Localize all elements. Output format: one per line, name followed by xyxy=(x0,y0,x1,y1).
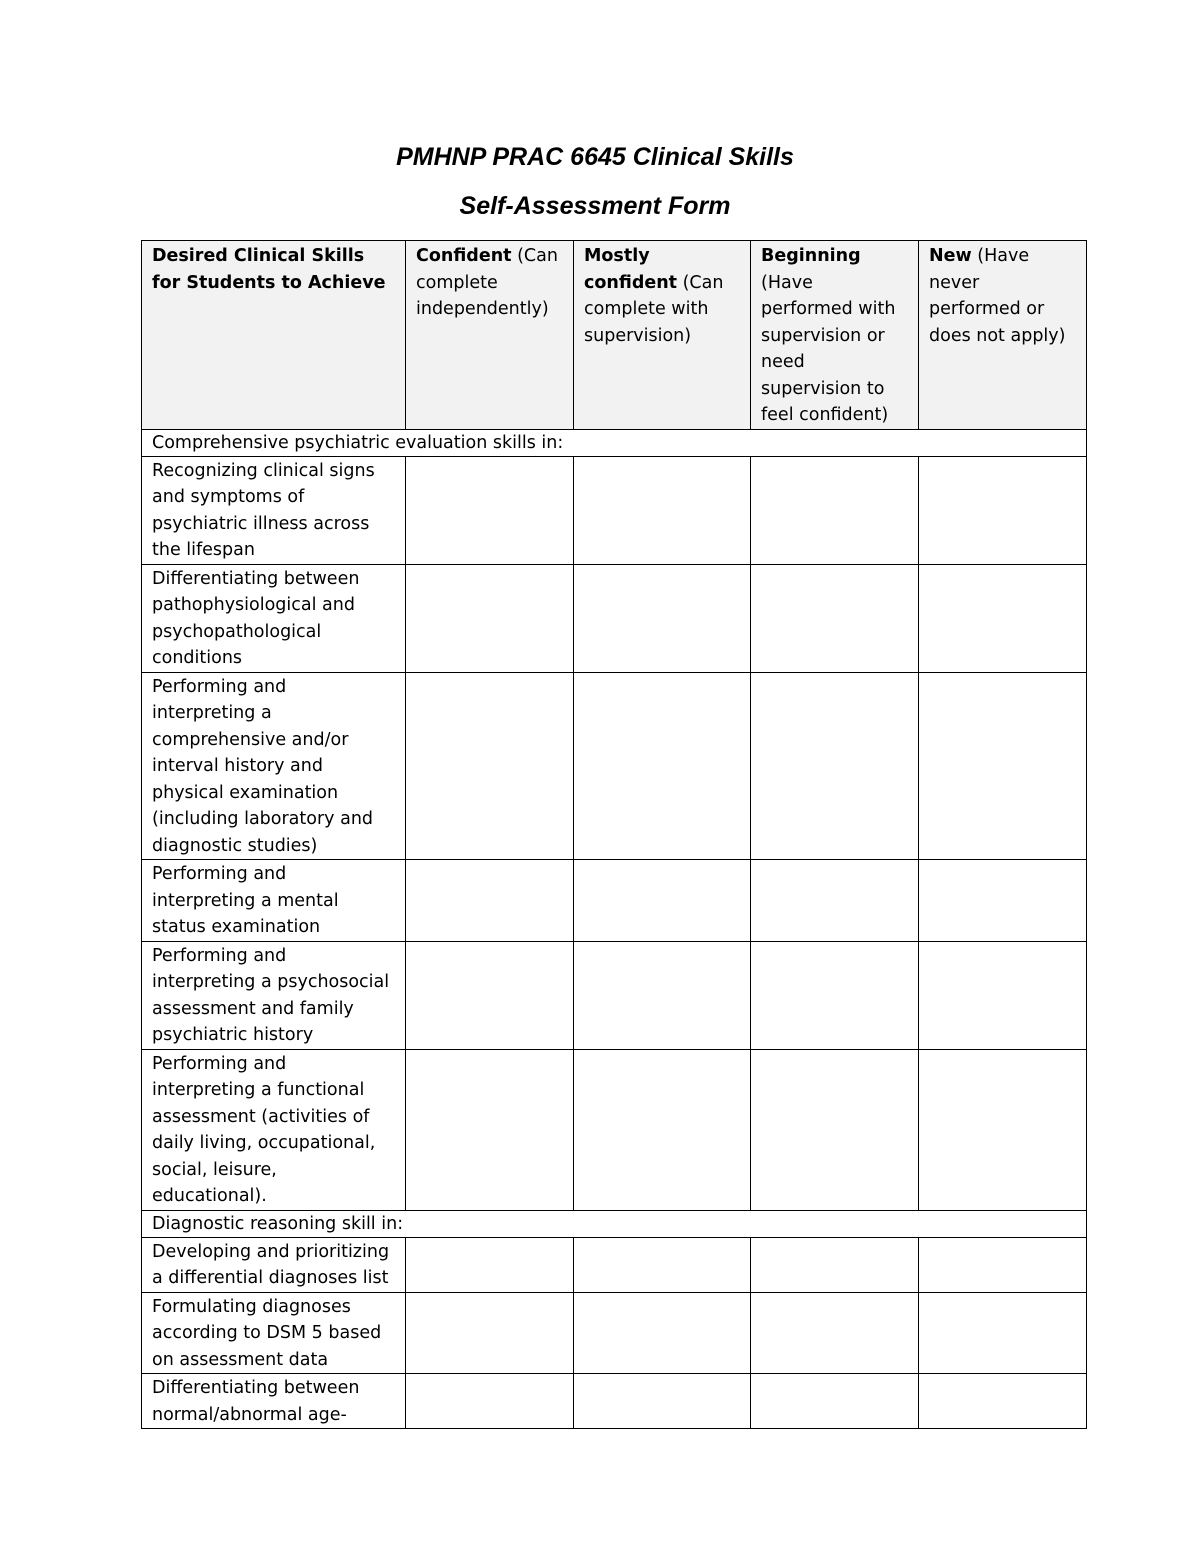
header-new xyxy=(919,241,1087,430)
rating-beginning-cell[interactable] xyxy=(751,672,919,860)
skill-cell: Differentiating between pathophysiological and psychopathological conditions xyxy=(142,564,406,672)
table-row xyxy=(142,1374,1087,1429)
table-row xyxy=(142,1049,1087,1210)
header-new-label: New xyxy=(929,246,972,266)
skills-table xyxy=(141,240,1087,1429)
rating-confident-cell[interactable] xyxy=(406,860,574,942)
table-row xyxy=(142,672,1087,860)
table-row xyxy=(142,860,1087,942)
rating-beginning-cell[interactable] xyxy=(751,1374,919,1429)
rating-confident-cell[interactable] xyxy=(406,564,574,672)
rating-beginning-cell[interactable] xyxy=(751,860,919,942)
rating-beginning-cell[interactable] xyxy=(751,564,919,672)
rating-new-cell[interactable] xyxy=(919,860,1087,942)
header-confident-label: Confident xyxy=(416,246,512,266)
section-title: Comprehensive psychiatric evaluation skills in: xyxy=(142,429,1087,456)
rating-confident-cell[interactable] xyxy=(406,941,574,1049)
rating-mostly-cell[interactable] xyxy=(574,564,751,672)
rating-confident-cell[interactable] xyxy=(406,1292,574,1374)
skill-cell: Performing and interpreting a psychosocial assessment and family psychiatric history xyxy=(142,941,406,1049)
header-row xyxy=(142,241,1087,430)
header-mostly-desc: (Can complete with supervision) xyxy=(584,272,724,346)
skill-cell: Differentiating between normal/abnormal age- xyxy=(142,1374,406,1429)
skill-cell: Performing and interpreting a mental status examination xyxy=(142,860,406,942)
header-skills-label: Desired Clinical Skills for Students to Achieve xyxy=(152,246,386,293)
form-subtitle: Self-Assessment Form xyxy=(459,192,731,220)
table-row xyxy=(142,564,1087,672)
section-row-evaluation xyxy=(142,429,1087,456)
rating-new-cell[interactable] xyxy=(919,1374,1087,1429)
rating-new-cell[interactable] xyxy=(919,1292,1087,1374)
rating-confident-cell[interactable] xyxy=(406,672,574,860)
header-beginning-label: Beginning xyxy=(761,246,861,266)
header-confident-desc: (Can complete independently) xyxy=(416,246,558,319)
rating-mostly-cell[interactable] xyxy=(574,1049,751,1210)
table-row xyxy=(142,941,1087,1049)
table-row xyxy=(142,1237,1087,1292)
rating-confident-cell[interactable] xyxy=(406,1374,574,1429)
skill-cell: Recognizing clinical signs and symptoms of psychiatric illness across the lifespan xyxy=(142,456,406,564)
header-mostly-confident xyxy=(574,241,751,430)
rating-beginning-cell[interactable] xyxy=(751,1049,919,1210)
skill-cell: Performing and interpreting a comprehensive and/or interval history and physical examination (including laboratory and diagnostic studies) xyxy=(142,672,406,860)
rating-new-cell[interactable] xyxy=(919,941,1087,1049)
form-title: PMHNP PRAC 6645 Clinical Skills xyxy=(396,143,794,171)
rating-mostly-cell[interactable] xyxy=(574,1374,751,1429)
skill-cell: Developing and prioritizing a differential diagnoses list xyxy=(142,1237,406,1292)
header-new-desc: (Have never performed or does not apply) xyxy=(929,246,1066,346)
header-beginning xyxy=(751,241,919,430)
skill-cell: Performing and interpreting a functional assessment (activities of daily living, occupational, social, leisure, educational). xyxy=(142,1049,406,1210)
rating-new-cell[interactable] xyxy=(919,672,1087,860)
header-mostly-label: Mostly confident xyxy=(584,246,678,293)
section-row-diagnostic xyxy=(142,1210,1087,1237)
rating-new-cell[interactable] xyxy=(919,564,1087,672)
skill-cell: Formulating diagnoses according to DSM 5 based on assessment data xyxy=(142,1292,406,1374)
rating-beginning-cell[interactable] xyxy=(751,456,919,564)
rating-mostly-cell[interactable] xyxy=(574,1237,751,1292)
table-row xyxy=(142,456,1087,564)
rating-confident-cell[interactable] xyxy=(406,1237,574,1292)
rating-mostly-cell[interactable] xyxy=(574,860,751,942)
rating-mostly-cell[interactable] xyxy=(574,456,751,564)
rating-mostly-cell[interactable] xyxy=(574,1292,751,1374)
rating-new-cell[interactable] xyxy=(919,456,1087,564)
rating-mostly-cell[interactable] xyxy=(574,941,751,1049)
rating-confident-cell[interactable] xyxy=(406,1049,574,1210)
rating-beginning-cell[interactable] xyxy=(751,941,919,1049)
rating-beginning-cell[interactable] xyxy=(751,1237,919,1292)
rating-confident-cell[interactable] xyxy=(406,456,574,564)
table-row xyxy=(142,1292,1087,1374)
rating-new-cell[interactable] xyxy=(919,1049,1087,1210)
rating-new-cell[interactable] xyxy=(919,1237,1087,1292)
header-beginning-desc: (Have performed with supervision or need supervision to feel confident) xyxy=(761,272,896,425)
section-title: Diagnostic reasoning skill in: xyxy=(142,1210,1087,1237)
rating-beginning-cell[interactable] xyxy=(751,1292,919,1374)
rating-mostly-cell[interactable] xyxy=(574,672,751,860)
header-confident xyxy=(406,241,574,430)
header-skills xyxy=(142,241,406,430)
